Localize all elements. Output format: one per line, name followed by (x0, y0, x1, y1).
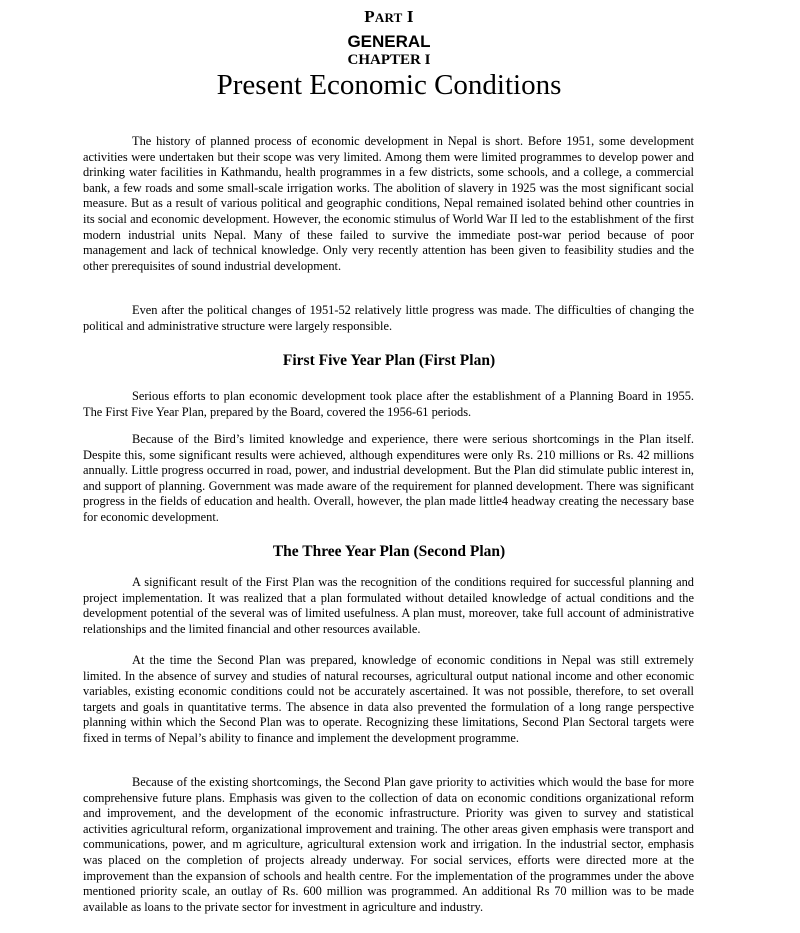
paragraph-first-plan-2: Because of the Bird’s limited knowledge and experience, there were serious shortcomings in the Plan itself. Despite this, some significant results were achieved, although expenditures were only Rs. 210 millions or Rs. 42 millions annually. Little progress occurred in road, power, and industrial development. But the Plan did stimulate public interest in, and support of planning. Government was made aware of the requirement for planned development. There was significant progress in the fields of education and health. Overall, however, the plan made little4 headway creating the necessary base for economic development. (83, 432, 694, 524)
paragraph-intro-1: The history of planned process of economic development in Nepal is short. Before 1951, some development activities were undertaken but their scope was very limited. Among them were limited programmes to develop power and drinking water facilities in Kathmandu, health programmes in a few districts, some schools, and a college, a commercial bank, a few roads and some small-scale irrigation works. The abolition of slavery in 1925 was the most significant social measure. But as a result of various political and geographic conditions, Nepal remained isolated behind other countries in its social and economic development. However, the economic stimulus of World War II led to the establishment of the first modern industrial units Nepal. Many of these failed to survive the immediate post-war period because of poor management and lack of technical knowledge. Only very recently attention has been given to feasibility studies and the other prerequisites of sound industrial development. (83, 134, 694, 273)
paragraph-second-plan-2: At the time the Second Plan was prepared, knowledge of economic conditions in Nepal was still extremely limited. In the absence of survey and studies of natural recourses, agricultural output national income and other economic variables, existing economic conditions could not be accurately ascertained. It was not possible, therefore, to set overall targets and goals in quantitative terms. The absence in data also prevented the formulation of a long range perspective planning within which the Second Plan was to operate. Recognizing these limitations, Second Plan Sectoral targets were fixed in terms of Nepal’s ability to finance and implement the development programme. (83, 653, 694, 745)
paragraph-second-plan-1: A significant result of the First Plan was the recognition of the conditions required for successful planning and project implementation. It was realized that a plan formulated without detailed knowledge of actual conditions and the development potential of the several was of limited usefulness. A plan must, moreover, take full account of administrative relationships and the limited financial and other resources available. (83, 575, 694, 636)
general-heading: GENERAL (347, 32, 431, 51)
page-title: Present Economic Conditions (216, 69, 562, 101)
chapter-heading: CHAPTER I (347, 52, 431, 68)
paragraph-second-plan-3: Because of the existing shortcomings, the Second Plan gave priority to activities which would the base for more comprehensive future plans. Emphasis was given to the collection of data on economic conditions organizational reform and improvement, and the development of the economic infrastructure. Priority was given to survey and statistical activities agricultural reform, organizational improvement and training. The other areas given emphasis were transport and communications, power, and m agriculture, agricultural extension work and irrigation. In the industrial sector, emphasis was placed on the completion of projects already underway. For social services, efforts were directed more at the improvement than the expansion of schools and health centre. For the implementation of the programmes under the above mentioned priority scale, an outlay of Rs. 600 million was programmed. An additional Rs 70 million was to be made available as loans to the private sector for investment in agriculture and industry. (83, 775, 694, 914)
part-heading (0, 7, 778, 27)
part-small-caps: ART (374, 10, 403, 25)
section-heading-second-plan: The Three Year Plan (Second Plan) (272, 543, 506, 560)
paragraph-first-plan-1: Serious efforts to plan economic development took place after the establishment of a Planning Board in 1955. The First Five Year Plan, prepared by the Board, covered the 1956-61 periods. (83, 389, 694, 419)
section-heading-first-plan: First Five Year Plan (First Plan) (282, 352, 496, 369)
part-number: I (406, 7, 414, 26)
part-prefix: P (364, 7, 375, 26)
paragraph-intro-2: Even after the political changes of 1951-52 relatively little progress was made. The difficulties of changing the political and administrative structure were largely responsible. (83, 303, 694, 333)
